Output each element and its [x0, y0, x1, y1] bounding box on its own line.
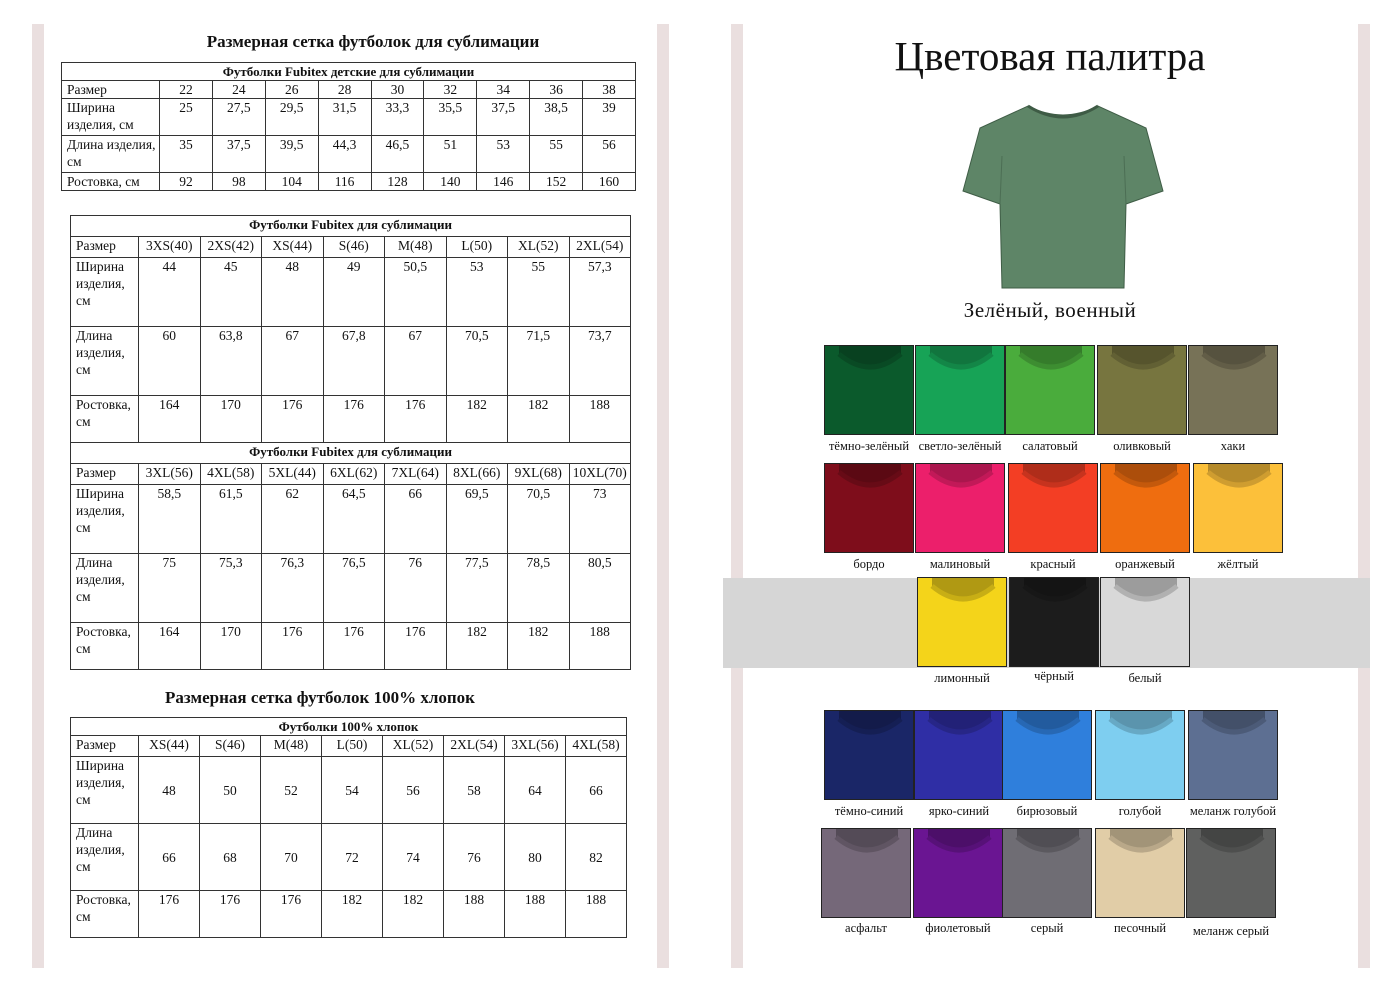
table-cell: 116 — [318, 173, 371, 191]
color-swatch-tshirt — [1097, 345, 1187, 435]
table-cell: M(48) — [261, 736, 322, 757]
color-swatch-tshirt — [1100, 577, 1190, 667]
color-name-label: жёлтый — [1217, 557, 1259, 571]
table-cell: 29,5 — [265, 99, 318, 136]
table-cell: 22 — [160, 81, 213, 99]
table-cell: 66 — [139, 824, 200, 891]
color-name-label: малиновый — [929, 557, 991, 571]
tshirt-collar-icon — [1096, 711, 1185, 800]
table-cell: 73,7 — [569, 327, 631, 396]
table-cell: 53 — [446, 258, 508, 327]
table-cell: 10XL(70) — [569, 464, 631, 485]
tshirt-collar-icon — [825, 346, 914, 435]
table-cell: 80 — [505, 824, 566, 891]
table-cell: 176 — [385, 623, 447, 670]
color-name-label: белый — [1128, 671, 1162, 685]
table-cell: 37,5 — [212, 136, 265, 173]
table-cell: 30 — [371, 81, 424, 99]
table-cell: 80,5 — [569, 554, 631, 623]
table-cell: 35,5 — [424, 99, 477, 136]
table-cell: XL(52) — [383, 736, 444, 757]
tshirt-collar-icon — [1003, 829, 1092, 918]
table-cell: 50 — [200, 757, 261, 824]
kids-size-table — [61, 62, 636, 191]
table-cell: 25 — [160, 99, 213, 136]
table-cell: 70 — [261, 824, 322, 891]
color-swatch-tshirt — [1009, 577, 1099, 667]
table-row — [71, 736, 627, 757]
table-cell: 62 — [262, 485, 324, 554]
tshirt-collar-icon — [1009, 464, 1098, 553]
table-cell: 49 — [323, 258, 385, 327]
table-cell: 104 — [265, 173, 318, 191]
table-cell: XS(44) — [139, 736, 200, 757]
table-row — [71, 554, 631, 623]
table-cell: 58 — [444, 757, 505, 824]
color-swatch-tshirt — [824, 345, 914, 435]
color-name-label: ярко-синий — [928, 804, 990, 818]
table-cell: 176 — [261, 891, 322, 938]
table-cell: 4XL(58) — [566, 736, 627, 757]
color-name-label: тёмно-синий — [834, 804, 904, 818]
table-cell: 48 — [139, 757, 200, 824]
table-cell: 44 — [139, 258, 201, 327]
table-cell: 39,5 — [265, 136, 318, 173]
table-cell: 74 — [383, 824, 444, 891]
tshirt-collar-icon — [1189, 346, 1278, 435]
table-cell: 76,5 — [323, 554, 385, 623]
row-label: Длина изделия, см — [71, 554, 139, 623]
row-label: Ростовка, см — [71, 396, 139, 443]
tshirt-collar-icon — [1098, 346, 1187, 435]
table-cell: 76,3 — [262, 554, 324, 623]
table-cell: 64 — [505, 757, 566, 824]
color-swatch-tshirt — [1188, 710, 1278, 800]
color-name-label: меланж серый — [1192, 924, 1270, 938]
color-name-label: фиолетовый — [925, 921, 991, 935]
table-cell: 60 — [139, 327, 201, 396]
tshirt-collar-icon — [918, 578, 1007, 667]
table-row — [71, 824, 627, 891]
table-cell: 182 — [446, 623, 508, 670]
table-cell: 176 — [139, 891, 200, 938]
table-cell: 55 — [530, 136, 583, 173]
table-cell: 164 — [139, 623, 201, 670]
palette-title: Цветовая палитра — [894, 33, 1206, 79]
table-cell: 3XL(56) — [505, 736, 566, 757]
tshirt-collar-icon — [822, 829, 911, 918]
table-cell: 52 — [261, 757, 322, 824]
table-cell: 3XS(40) — [139, 237, 201, 258]
table-cell: 67 — [385, 327, 447, 396]
table-cell: S(46) — [323, 237, 385, 258]
color-swatch-tshirt — [915, 463, 1005, 553]
color-name-label: лимонный — [934, 671, 990, 685]
table-cell: 140 — [424, 173, 477, 191]
table-cell: 58,5 — [139, 485, 201, 554]
table-cell: 98 — [212, 173, 265, 191]
color-swatch-tshirt — [1002, 828, 1092, 918]
table-cell: 3XL(56) — [139, 464, 201, 485]
table-cell: 24 — [212, 81, 265, 99]
table-cell: 160 — [583, 173, 636, 191]
table-cell: 56 — [383, 757, 444, 824]
table-cell: XL(52) — [508, 237, 570, 258]
hero-color-caption: Зелёный, военный — [963, 298, 1137, 322]
row-label: Ширина изделия, см — [62, 99, 160, 136]
color-name-label: оранжевый — [1115, 557, 1175, 571]
table-row — [71, 623, 631, 670]
row-label: Ростовка, см — [71, 891, 139, 938]
table-cell: 152 — [530, 173, 583, 191]
color-name-label: бирюзовый — [1016, 804, 1078, 818]
table-cell: 176 — [262, 396, 324, 443]
table-cell: 38 — [583, 81, 636, 99]
table-row — [62, 99, 636, 136]
table-cell: 92 — [160, 173, 213, 191]
table-cell: 57,3 — [569, 258, 631, 327]
row-label: Размер — [71, 736, 139, 757]
color-swatch-tshirt — [824, 710, 914, 800]
table-cell: 188 — [569, 396, 631, 443]
color-name-label: чёрный — [1034, 669, 1074, 683]
table-cell: 8XL(66) — [446, 464, 508, 485]
table-cell: 176 — [323, 396, 385, 443]
table-cell: 78,5 — [508, 554, 570, 623]
table-cell: 64,5 — [323, 485, 385, 554]
sublimation-size-chart-title: Размерная сетка футболок для сублимации — [206, 32, 540, 51]
row-label: Длина изделия, см — [71, 327, 139, 396]
table-caption: Футболки Fubitex детские для сублимации — [62, 63, 636, 81]
table-cell: M(48) — [385, 237, 447, 258]
table-cell: 28 — [318, 81, 371, 99]
tshirt-collar-icon — [1096, 829, 1185, 918]
table-caption: Футболки 100% хлопок — [71, 718, 627, 736]
row-label: Размер — [71, 237, 139, 258]
color-name-label: песочный — [1113, 921, 1167, 935]
table-cell: 55 — [508, 258, 570, 327]
color-name-label: меланж голубой — [1189, 804, 1277, 818]
color-swatch-tshirt — [917, 577, 1007, 667]
tshirt-collar-icon — [914, 829, 1003, 918]
tshirt-collar-icon — [1010, 578, 1099, 667]
table-row — [62, 81, 636, 99]
table-cell: 51 — [424, 136, 477, 173]
table-cell: 188 — [444, 891, 505, 938]
table-cell: 61,5 — [200, 485, 262, 554]
table-cell: 75,3 — [200, 554, 262, 623]
table-cell: 66 — [566, 757, 627, 824]
table-cell: 44,3 — [318, 136, 371, 173]
table-cell: 35 — [160, 136, 213, 173]
table-caption: Футболки Fubitex для сублимации — [71, 216, 631, 237]
row-label: Ростовка, см — [71, 623, 139, 670]
table-row — [71, 757, 627, 824]
table-row — [71, 237, 631, 258]
table-cell: 31,5 — [318, 99, 371, 136]
color-swatch-tshirt — [1002, 710, 1092, 800]
table-cell: 176 — [385, 396, 447, 443]
table-cell: 37,5 — [477, 99, 530, 136]
table-row — [71, 464, 631, 485]
table-cell: 53 — [477, 136, 530, 173]
table-cell: 182 — [446, 396, 508, 443]
table-cell: 188 — [569, 623, 631, 670]
table-cell: 182 — [322, 891, 383, 938]
color-swatch-tshirt — [914, 710, 1004, 800]
table-cell: 146 — [477, 173, 530, 191]
table-cell: 67 — [262, 327, 324, 396]
cotton-size-table — [70, 717, 627, 938]
table-row — [71, 891, 627, 938]
color-swatch-tshirt — [1100, 463, 1190, 553]
color-swatch-tshirt — [1193, 463, 1283, 553]
color-swatch-tshirt — [1005, 345, 1095, 435]
table-cell: 9XL(68) — [508, 464, 570, 485]
table-cell: 182 — [383, 891, 444, 938]
table-cell: 2XL(54) — [444, 736, 505, 757]
tshirt-collar-icon — [916, 346, 1005, 435]
table-cell: 188 — [505, 891, 566, 938]
tshirt-collar-icon — [915, 711, 1004, 800]
table-cell: 6XL(62) — [323, 464, 385, 485]
table-cell: 50,5 — [385, 258, 447, 327]
table-cell: 170 — [200, 623, 262, 670]
table-cell: 176 — [323, 623, 385, 670]
color-swatch-tshirt — [1186, 828, 1276, 918]
table-cell: 182 — [508, 623, 570, 670]
table-row — [62, 136, 636, 173]
color-swatch-tshirt — [915, 345, 1005, 435]
tshirt-collar-icon — [1003, 711, 1092, 800]
row-label: Размер — [62, 81, 160, 99]
color-swatch-tshirt — [824, 463, 914, 553]
color-name-label: голубой — [1118, 804, 1162, 818]
color-swatch-tshirt — [821, 828, 911, 918]
table-row — [71, 485, 631, 554]
tshirt-collar-icon — [1006, 346, 1095, 435]
row-label: Длина изделия, см — [62, 136, 160, 173]
table-cell: 48 — [262, 258, 324, 327]
color-palette-page — [700, 0, 1400, 990]
tshirt-collar-icon — [1189, 711, 1278, 800]
table-cell: 68 — [200, 824, 261, 891]
table-cell: 36 — [530, 81, 583, 99]
color-name-label: светло-зелёный — [918, 439, 1002, 453]
table-cell: 34 — [477, 81, 530, 99]
table-cell: 63,8 — [200, 327, 262, 396]
table-cell: 128 — [371, 173, 424, 191]
table-cell: 33,3 — [371, 99, 424, 136]
row-label: Размер — [71, 464, 139, 485]
color-name-label: серый — [1030, 921, 1064, 935]
table-cell: 76 — [444, 824, 505, 891]
table-cell: 70,5 — [508, 485, 570, 554]
tshirt-collar-icon — [1194, 464, 1283, 553]
row-label: Ширина изделия, см — [71, 757, 139, 824]
color-swatch-tshirt — [913, 828, 1003, 918]
table-cell: 2XS(42) — [200, 237, 262, 258]
color-name-label: оливковый — [1113, 439, 1171, 453]
tshirt-collar-icon — [1187, 829, 1276, 918]
table-cell: 67,8 — [323, 327, 385, 396]
table-cell: XS(44) — [262, 237, 324, 258]
tshirt-collar-icon — [1101, 464, 1190, 553]
table-row — [71, 258, 631, 327]
table-cell: 46,5 — [371, 136, 424, 173]
table-row — [71, 396, 631, 443]
table-caption: Футболки Fubitex для сублимации — [71, 443, 631, 464]
color-swatch-tshirt — [1008, 463, 1098, 553]
table-cell: 39 — [583, 99, 636, 136]
table-cell: 71,5 — [508, 327, 570, 396]
table-cell: 72 — [322, 824, 383, 891]
table-cell: L(50) — [322, 736, 383, 757]
cotton-size-chart-title: Размерная сетка футболок 100% хлопок — [165, 688, 475, 707]
row-label: Ростовка, см — [62, 173, 160, 191]
row-label: Ширина изделия, см — [71, 258, 139, 327]
table-cell: 7XL(64) — [385, 464, 447, 485]
row-label: Ширина изделия, см — [71, 485, 139, 554]
color-name-label: асфальт — [845, 921, 887, 935]
table-cell: 56 — [583, 136, 636, 173]
table-cell: 77,5 — [446, 554, 508, 623]
color-name-label: хаки — [1220, 439, 1246, 453]
table-cell: 164 — [139, 396, 201, 443]
table-cell: 188 — [566, 891, 627, 938]
adult-size-table — [70, 215, 631, 670]
color-swatch-tshirt — [1095, 828, 1185, 918]
tshirt-collar-icon — [1101, 578, 1190, 667]
color-name-label: бордо — [853, 557, 885, 571]
table-cell: 73 — [569, 485, 631, 554]
table-cell: 45 — [200, 258, 262, 327]
tshirt-collar-icon — [825, 464, 914, 553]
color-swatch-tshirt — [1188, 345, 1278, 435]
table-cell: 38,5 — [530, 99, 583, 136]
table-cell: 76 — [385, 554, 447, 623]
table-cell: L(50) — [446, 237, 508, 258]
table-row — [71, 327, 631, 396]
table-cell: 4XL(58) — [200, 464, 262, 485]
color-swatch-tshirt — [1095, 710, 1185, 800]
table-cell: 5XL(44) — [262, 464, 324, 485]
tshirt-collar-icon — [825, 711, 914, 800]
table-cell: 75 — [139, 554, 201, 623]
table-cell: 32 — [424, 81, 477, 99]
table-cell: 66 — [385, 485, 447, 554]
table-cell: 26 — [265, 81, 318, 99]
table-cell: 54 — [322, 757, 383, 824]
color-name-label: красный — [1030, 557, 1076, 571]
color-name-label: тёмно-зелёный — [828, 439, 910, 453]
table-cell: 2XL(54) — [569, 237, 631, 258]
table-cell: 170 — [200, 396, 262, 443]
tshirt-collar-icon — [916, 464, 1005, 553]
hero-tshirt-image — [958, 96, 1168, 296]
table-cell: 176 — [262, 623, 324, 670]
table-row — [62, 173, 636, 191]
table-cell: 82 — [566, 824, 627, 891]
color-name-label: салатовый — [1022, 439, 1078, 453]
table-cell: 176 — [200, 891, 261, 938]
table-cell: 182 — [508, 396, 570, 443]
table-cell: S(46) — [200, 736, 261, 757]
table-cell: 69,5 — [446, 485, 508, 554]
table-cell: 27,5 — [212, 99, 265, 136]
table-cell: 70,5 — [446, 327, 508, 396]
row-label: Длина изделия, см — [71, 824, 139, 891]
